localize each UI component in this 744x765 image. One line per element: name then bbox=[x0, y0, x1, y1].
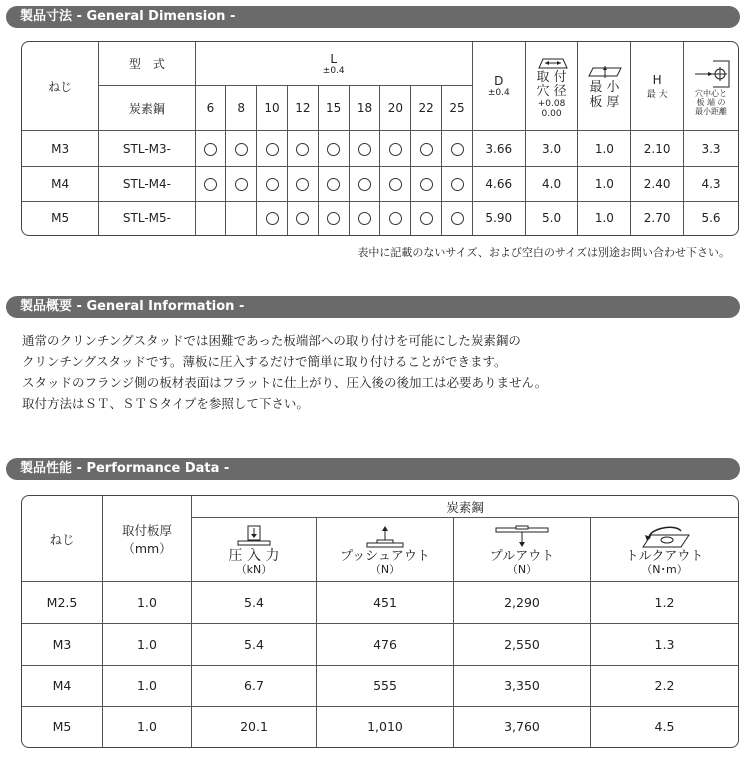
table-row bbox=[22, 166, 739, 201]
availability-cell bbox=[226, 131, 257, 166]
availability-cell bbox=[349, 166, 380, 201]
availability-cell bbox=[411, 201, 442, 235]
available-circle-icon bbox=[327, 143, 340, 156]
header-length-8: 8 bbox=[226, 86, 257, 131]
availability-cell bbox=[411, 131, 442, 166]
perf-header-torque-unit: （N･m） bbox=[641, 563, 688, 577]
header-L-tol: ±0.4 bbox=[322, 65, 345, 76]
perf-header-pullout bbox=[454, 518, 591, 582]
cell-torque: 1.3 bbox=[591, 624, 739, 665]
availability-cell bbox=[380, 131, 411, 166]
pushout-icon bbox=[365, 525, 405, 549]
perf-header-pushout-unit: （N） bbox=[369, 563, 401, 577]
cell-hole: 4.0 bbox=[525, 166, 578, 201]
header-min-line1: 最 小 bbox=[589, 80, 620, 96]
cell-min: 1.0 bbox=[578, 166, 631, 201]
perf-header-torque bbox=[591, 518, 739, 582]
section-title-performance: 製品性能 - Performance Data - bbox=[6, 458, 740, 480]
cell-H: 2.70 bbox=[631, 201, 684, 235]
cell-edge: 3.3 bbox=[684, 131, 739, 166]
available-circle-icon bbox=[327, 178, 340, 191]
header-length-20: 20 bbox=[380, 86, 411, 131]
section-title-info: 製品概要 - General Information - bbox=[6, 296, 740, 318]
header-length-10: 10 bbox=[257, 86, 288, 131]
header-edge-line3: 最小距離 bbox=[695, 106, 727, 116]
cell-pushout: 451 bbox=[317, 582, 454, 624]
header-edge-line2: 板 端 の bbox=[696, 97, 726, 107]
cell-neji: M3 bbox=[22, 624, 103, 665]
cell-pullout: 3,350 bbox=[454, 665, 591, 706]
availability-cell bbox=[257, 166, 288, 201]
availability-cell bbox=[195, 166, 226, 201]
cell-press: 5.4 bbox=[192, 582, 317, 624]
dimension-table-frame bbox=[21, 41, 739, 236]
available-circle-icon bbox=[204, 178, 217, 191]
cell-press: 5.4 bbox=[192, 624, 317, 665]
perf-header-pushout bbox=[317, 518, 454, 582]
available-circle-icon bbox=[420, 178, 433, 191]
header-hole-line2: 穴 径 bbox=[536, 84, 567, 100]
header-L-label: L bbox=[330, 51, 338, 66]
available-circle-icon bbox=[358, 212, 371, 225]
available-circle-icon bbox=[296, 143, 309, 156]
info-line: 取付方法はＳＴ、ＳＴＳタイプを参照して下さい。 bbox=[22, 396, 309, 411]
header-length-12: 12 bbox=[287, 86, 318, 131]
cell-press: 20.1 bbox=[192, 706, 317, 747]
cell-pushout: 1,010 bbox=[317, 706, 454, 747]
availability-cell bbox=[442, 166, 473, 201]
cell-type: STL-M5- bbox=[99, 201, 195, 235]
available-circle-icon bbox=[389, 143, 402, 156]
torque-out-icon bbox=[635, 525, 695, 549]
availability-cell bbox=[287, 201, 318, 235]
table-row bbox=[22, 201, 739, 235]
cell-neji: M4 bbox=[22, 665, 103, 706]
available-circle-icon bbox=[266, 212, 279, 225]
performance-table bbox=[21, 495, 739, 748]
cell-edge: 4.3 bbox=[684, 166, 739, 201]
available-circle-icon bbox=[451, 212, 464, 225]
available-circle-icon bbox=[296, 178, 309, 191]
cell-torque: 2.2 bbox=[591, 665, 739, 706]
cell-neji: M4 bbox=[22, 166, 99, 201]
cell-thickness: 1.0 bbox=[103, 706, 192, 747]
availability-cell bbox=[257, 201, 288, 235]
perf-header-torque-label: トルクアウト bbox=[625, 549, 704, 565]
header-hole-tol2: 0.00 bbox=[541, 109, 562, 120]
info-line: クリンチングスタッドです。薄板に圧入するだけで簡単に取り付けることができます。 bbox=[22, 354, 507, 369]
available-circle-icon bbox=[204, 143, 217, 156]
header-length-22: 22 bbox=[411, 86, 442, 131]
perf-header-thickness-unit: （mm） bbox=[122, 540, 172, 556]
press-force-icon bbox=[234, 525, 274, 549]
cell-thickness: 1.0 bbox=[103, 665, 192, 706]
availability-cell bbox=[442, 131, 473, 166]
header-H-sub: 最 大 bbox=[646, 89, 668, 100]
availability-cell bbox=[442, 201, 473, 235]
available-circle-icon bbox=[327, 212, 340, 225]
header-hole-line1: 取 付 bbox=[536, 70, 567, 86]
header-min-line2: 板 厚 bbox=[589, 95, 620, 111]
availability-cell bbox=[226, 166, 257, 201]
cell-D: 3.66 bbox=[472, 131, 525, 166]
available-circle-icon bbox=[266, 178, 279, 191]
availability-cell bbox=[349, 131, 380, 166]
availability-cell bbox=[226, 201, 257, 235]
header-length-18: 18 bbox=[349, 86, 380, 131]
cell-pushout: 476 bbox=[317, 624, 454, 665]
availability-cell bbox=[318, 166, 349, 201]
cell-hole: 5.0 bbox=[525, 201, 578, 235]
cell-D: 5.90 bbox=[472, 201, 525, 235]
cell-torque: 1.2 bbox=[591, 582, 739, 624]
header-length-25: 25 bbox=[442, 86, 473, 131]
perf-header-thickness bbox=[103, 496, 192, 582]
table-row bbox=[22, 706, 739, 747]
header-min-thickness bbox=[578, 42, 631, 131]
available-circle-icon bbox=[389, 178, 402, 191]
perf-header-thickness-label: 取付板厚 bbox=[121, 522, 172, 538]
availability-cell bbox=[318, 201, 349, 235]
header-L bbox=[195, 42, 472, 86]
cell-torque: 4.5 bbox=[591, 706, 739, 747]
perf-header-material: 炭素鋼 bbox=[192, 496, 739, 518]
header-edge-distance bbox=[684, 42, 739, 131]
header-length-6: 6 bbox=[195, 86, 226, 131]
hole-diameter-icon bbox=[533, 55, 571, 71]
perf-header-press-label: 圧 入 力 bbox=[228, 548, 280, 565]
min-thickness-icon bbox=[585, 64, 623, 80]
perf-header-press-unit: （kN） bbox=[235, 563, 273, 577]
availability-cell bbox=[257, 131, 288, 166]
header-length-15: 15 bbox=[318, 86, 349, 131]
availability-cell bbox=[349, 201, 380, 235]
available-circle-icon bbox=[420, 143, 433, 156]
cell-thickness: 1.0 bbox=[103, 582, 192, 624]
cell-pullout: 3,760 bbox=[454, 706, 591, 747]
availability-cell bbox=[411, 166, 442, 201]
cell-pushout: 555 bbox=[317, 665, 454, 706]
available-circle-icon bbox=[420, 212, 433, 225]
dimension-table bbox=[21, 41, 739, 236]
cell-D: 4.66 bbox=[472, 166, 525, 201]
table-row bbox=[22, 624, 739, 665]
available-circle-icon bbox=[358, 178, 371, 191]
info-line: スタッドのフランジ側の板材表面はフラットに仕上がり、圧入後の後加工は必要ありません。 bbox=[22, 375, 548, 390]
edge-distance-icon bbox=[691, 59, 731, 89]
cell-neji: M2.5 bbox=[22, 582, 103, 624]
cell-neji: M3 bbox=[22, 131, 99, 166]
table-row bbox=[22, 131, 739, 166]
cell-min: 1.0 bbox=[578, 131, 631, 166]
available-circle-icon bbox=[266, 143, 279, 156]
cell-neji: M5 bbox=[22, 706, 103, 747]
cell-thickness: 1.0 bbox=[103, 624, 192, 665]
perf-header-pushout-label: プッシュアウト bbox=[340, 549, 430, 565]
info-line: 通常のクリンチングスタッドでは困難であった板端部への取り付けを可能にした炭素鋼の bbox=[22, 333, 521, 348]
cell-hole: 3.0 bbox=[525, 131, 578, 166]
cell-pullout: 2,550 bbox=[454, 624, 591, 665]
available-circle-icon bbox=[451, 178, 464, 191]
available-circle-icon bbox=[235, 178, 248, 191]
cell-type: STL-M4- bbox=[99, 166, 195, 201]
perf-header-press bbox=[192, 518, 317, 582]
header-H-label: H bbox=[652, 72, 662, 87]
header-type: 型 式 bbox=[99, 42, 195, 86]
header-D-tol: ±0.4 bbox=[487, 88, 510, 99]
available-circle-icon bbox=[235, 143, 248, 156]
available-circle-icon bbox=[451, 143, 464, 156]
availability-cell bbox=[287, 166, 318, 201]
availability-cell bbox=[318, 131, 349, 166]
table-row bbox=[22, 665, 739, 706]
info-paragraph bbox=[22, 330, 547, 414]
performance-table-frame bbox=[21, 495, 739, 748]
availability-cell bbox=[195, 131, 226, 166]
header-D bbox=[472, 42, 525, 131]
perf-header-pullout-label: プルアウト bbox=[489, 549, 555, 565]
section-title-dimension: 製品寸法 - General Dimension - bbox=[6, 6, 740, 28]
header-hole-tol1: +0.08 bbox=[537, 99, 566, 110]
cell-edge: 5.6 bbox=[684, 201, 739, 235]
pullout-icon bbox=[492, 525, 552, 549]
available-circle-icon bbox=[389, 212, 402, 225]
cell-pullout: 2,290 bbox=[454, 582, 591, 624]
dimension-note: 表中に記載のないサイズ、および空白のサイズは別途お問い合わせ下さい。 bbox=[357, 246, 730, 259]
cell-press: 6.7 bbox=[192, 665, 317, 706]
available-circle-icon bbox=[296, 212, 309, 225]
cell-neji: M5 bbox=[22, 201, 99, 235]
available-circle-icon bbox=[358, 143, 371, 156]
availability-cell bbox=[380, 166, 411, 201]
header-material: 炭素鋼 bbox=[99, 86, 195, 131]
availability-cell bbox=[287, 131, 318, 166]
availability-cell bbox=[380, 201, 411, 235]
header-D-label: D bbox=[494, 74, 504, 89]
perf-header-neji: ねじ bbox=[22, 496, 103, 582]
header-edge-line1: 穴中心と bbox=[695, 88, 727, 98]
header-neji: ねじ bbox=[22, 42, 99, 131]
perf-header-pullout-unit: （N） bbox=[506, 563, 538, 577]
cell-H: 2.10 bbox=[631, 131, 684, 166]
table-row bbox=[22, 582, 739, 624]
cell-type: STL-M3- bbox=[99, 131, 195, 166]
header-hole bbox=[525, 42, 578, 131]
cell-H: 2.40 bbox=[631, 166, 684, 201]
availability-cell bbox=[195, 201, 226, 235]
cell-min: 1.0 bbox=[578, 201, 631, 235]
header-H bbox=[631, 42, 684, 131]
